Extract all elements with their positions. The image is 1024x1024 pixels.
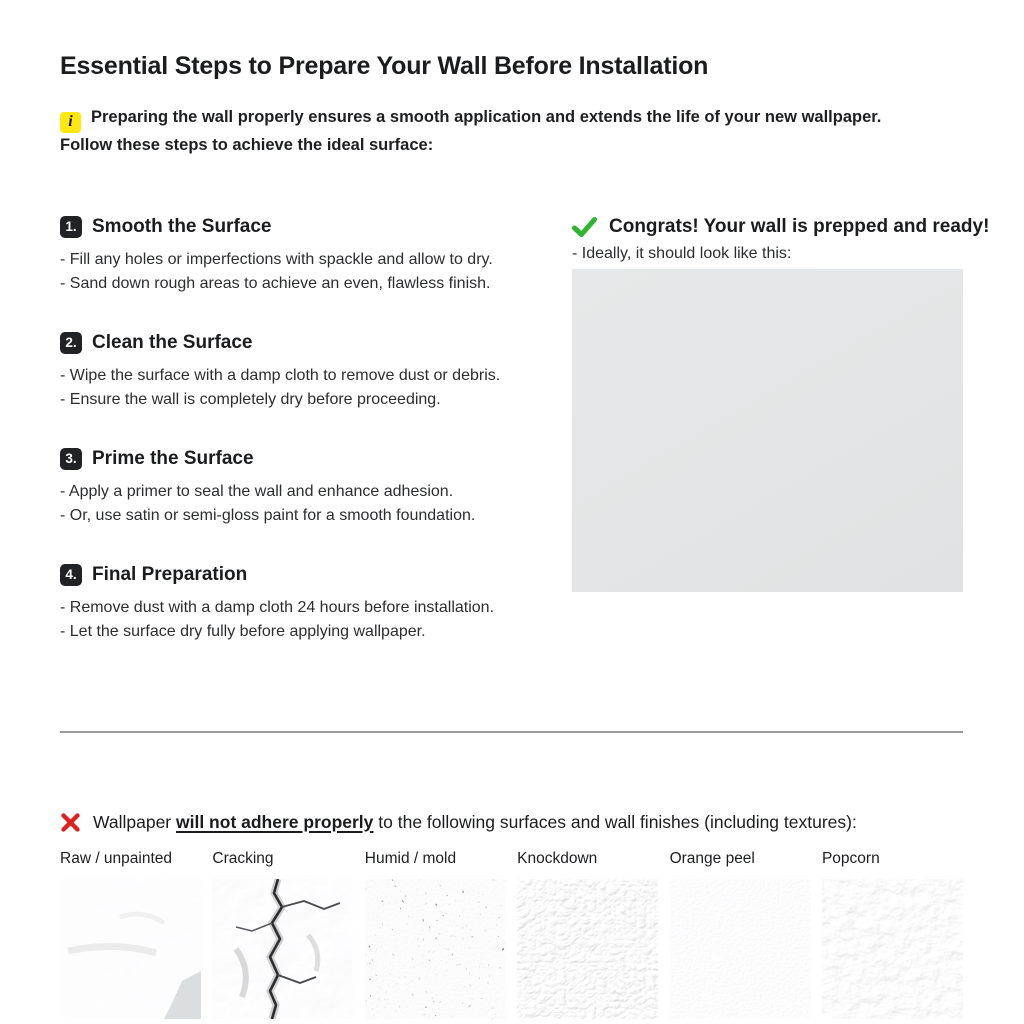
step-2-number-badge: 2.	[60, 332, 82, 354]
step-2-title: Clean the Surface	[92, 331, 253, 353]
warning-text-after: to the following surfaces and wall finishes (including textures):	[373, 811, 857, 832]
texture-image-cracking	[212, 879, 353, 1019]
step-2-bullet-2: - Ensure the wall is completely dry before proceeding.	[60, 390, 441, 408]
texture-image-knockdown	[517, 879, 658, 1019]
warning-text-before: Wallpaper	[93, 811, 176, 832]
step-3-heading	[60, 446, 572, 472]
intro-line2: Follow these steps to achieve the ideal surface:	[60, 135, 434, 154]
step-2-clean	[60, 330, 572, 410]
surface-label-humid-mold: Humid / mold	[364, 849, 457, 867]
cross-icon	[60, 812, 81, 833]
step-1-bullet-1: - Fill any holes or imperfections with spackle and allow to dry.	[60, 250, 493, 268]
warning-text	[93, 811, 857, 834]
step-3-bullet-2: - Or, use satin or semi-gloss paint for a smooth foundation.	[60, 506, 476, 524]
texture-image-raw-unpainted	[60, 879, 201, 1019]
surface-label-knockdown: Knockdown	[517, 849, 598, 867]
success-subtitle: - Ideally, it should look like this:	[572, 244, 792, 262]
intro-line1: Preparing the wall properly ensures a smooth application and extends the life of your new wallpaper.	[91, 108, 882, 126]
texture-image-orange-peel	[670, 879, 811, 1019]
surface-label-cracking: Cracking	[212, 849, 274, 867]
step-4-title: Final Preparation	[92, 563, 248, 585]
info-icon: i	[60, 112, 81, 133]
section-divider	[60, 731, 963, 733]
surface-knockdown	[517, 850, 658, 1019]
surface-label-orange-peel: Orange peel	[669, 849, 755, 867]
step-3-prime	[60, 446, 572, 526]
steps-column	[60, 214, 572, 642]
step-1-number-badge: 1.	[60, 216, 82, 238]
page-title: Essential Steps to Prepare Your Wall Before Installation	[60, 52, 709, 80]
warning-text-emphasis: will not adhere properly	[176, 811, 374, 832]
success-title: Congrats! Your wall is prepped and ready!	[609, 215, 990, 237]
step-4-final	[60, 562, 572, 642]
step-3-title: Prime the Surface	[92, 447, 254, 469]
step-1-title: Smooth the Surface	[92, 215, 272, 237]
step-4-number-badge: 4.	[60, 564, 82, 586]
step-1-bullet-2: - Sand down rough areas to achieve an even, flawless finish.	[60, 274, 491, 292]
check-icon	[572, 216, 597, 238]
surface-raw-unpainted	[60, 850, 201, 1019]
surface-label-popcorn: Popcorn	[821, 849, 880, 867]
intro-paragraph	[60, 105, 963, 157]
step-3-bullet-1: - Apply a primer to seal the wall and enhance adhesion.	[60, 482, 454, 500]
step-4-bullet-2: - Let the surface dry fully before applying wallpaper.	[60, 622, 426, 640]
result-column	[572, 214, 990, 642]
surface-popcorn	[822, 850, 963, 1019]
bad-surfaces-row	[60, 850, 963, 1019]
warning-heading	[60, 811, 963, 834]
step-4-heading	[60, 562, 572, 588]
texture-image-humid-mold	[365, 879, 506, 1019]
step-1-smooth	[60, 214, 572, 294]
surface-label-raw-unpainted: Raw / unpainted	[60, 849, 173, 867]
step-1-heading	[60, 214, 572, 240]
surface-cracking	[212, 850, 353, 1019]
step-3-number-badge: 3.	[60, 448, 82, 470]
step-2-heading	[60, 330, 572, 356]
step-4-bullet-1: - Remove dust with a damp cloth 24 hours before installation.	[60, 598, 495, 616]
surface-orange-peel	[670, 850, 811, 1019]
success-heading	[572, 214, 990, 240]
content-columns	[60, 214, 990, 642]
texture-image-popcorn	[822, 879, 963, 1019]
step-2-bullet-1: - Wipe the surface with a damp cloth to remove dust or debris.	[60, 366, 501, 384]
surface-humid-mold	[365, 850, 506, 1019]
prepped-wall-image	[572, 269, 963, 592]
